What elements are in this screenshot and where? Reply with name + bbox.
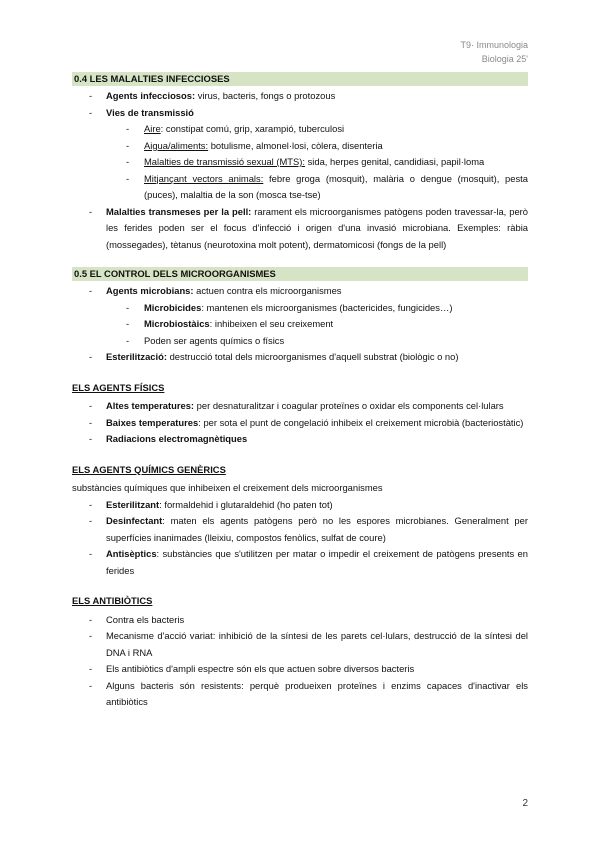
- header-course: T9· Immunologia: [460, 40, 528, 50]
- list-item: - Radiacions electromagnètiques: [72, 431, 528, 448]
- list-item: - Desinfectant: maten els agents patògens però no les espores microbianes. Generalment per superfícies inanimades (lleixiu, compostos fenòlics, sulfat de coure): [72, 513, 528, 546]
- heading-agents-fisics: ELS AGENTS FÍSICS: [72, 381, 165, 393]
- malalties-list: [72, 88, 528, 253]
- header-subject: Biologia 25': [481, 54, 528, 64]
- control-list: [72, 283, 528, 366]
- list-item: - Microbiostàics: inhibeixen el seu creixement: [72, 316, 528, 333]
- document-body: [72, 72, 528, 711]
- list-item: - Altes temperatures: per desnaturalitzar i coagular proteïnes o oxidar els components cel·lulars: [72, 398, 528, 415]
- list-item: - Mecanisme d'acció variat: inhibició de la síntesi de les parets cel·lulars, destrucció de la síntesi del DNA i RNA: [72, 628, 528, 661]
- list-item: - Alguns bacteris són resistents: perquè produeixen proteïnes i enzims capaces d'inactivar els antibiòtics: [72, 678, 528, 711]
- list-item: - Esterilització: destrucció total dels microorganismes d'aquell substrat (biològic o no): [72, 349, 528, 366]
- list-item: - Aigua/aliments: botulisme, almonel·losi, còlera, disenteria: [72, 138, 528, 155]
- list-item: - Antisèptics: substàncies que s'utilitzen per matar o impedir el creixement de patògens presents en ferides: [72, 546, 528, 579]
- list-item: - Agents infecciosos: virus, bacteris, fongs o protozous: [72, 88, 528, 105]
- list-item: - Contra els bacteris: [72, 612, 528, 629]
- page-header: [460, 38, 528, 66]
- list-item: - Els antibiòtics d'ampli espectre són els que actuen sobre diversos bacteris: [72, 661, 528, 678]
- heading-antibiotics: ELS ANTIBIÒTICS: [72, 595, 153, 606]
- quimics-intro: substàncies químiques que inhibeixen el creixement dels microorganismes: [72, 482, 383, 493]
- list-item: - Malalties transmeses per la pell: rarament els microorganismes patògens poden travessar-la, però les ferides poden ser el focus d'infecció i origen d'una invasió microbiana. Exemples: ràbia (mossegades), tètanus (neurotoxina molt potent), dermatomicosi (fongs de la pell): [72, 204, 528, 254]
- list-item: - Baixes temperatures: per sota el punt de congelació inhibeix el creixement microbià (bacteriostàtic): [72, 415, 528, 432]
- agents-fisics-list: [72, 398, 528, 448]
- heading-agents-quimics: ELS AGENTS QUÍMICS GENÈRICS: [72, 463, 226, 475]
- list-item: - Agents microbians: actuen contra els microorganismes: [72, 283, 528, 300]
- list-item: - Microbicides: mantenen els microorganismes (bactericides, fungicides…): [72, 300, 528, 317]
- list-item: - Mitjançant vectors animals: febre groga (mosquit), malària o dengue (mosquit), pesta (puces), malaltia de la son (mosca tse-tse): [72, 171, 528, 204]
- list-item: - Poden ser agents químics o físics: [72, 333, 528, 350]
- page-number: 2: [522, 798, 528, 809]
- list-item: - Vies de transmissió: [72, 105, 528, 122]
- antibiotics-list: [72, 612, 528, 711]
- section-title-control: 0.5 EL CONTROL DELS MICROORGANISMES: [72, 267, 528, 281]
- list-item: - Esterilitzant: formaldehid i glutaraldehid (ho paten tot): [72, 497, 528, 514]
- section-title-malalties: 0.4 LES MALALTIES INFECCIOSES: [72, 72, 528, 86]
- list-item: - Malalties de transmissió sexual (MTS): sida, herpes genital, candidiasi, papil·loma: [72, 154, 528, 171]
- agents-quimics-list: [72, 497, 528, 580]
- list-item: - Aire: constipat comú, grip, xarampió, tuberculosi: [72, 121, 528, 138]
